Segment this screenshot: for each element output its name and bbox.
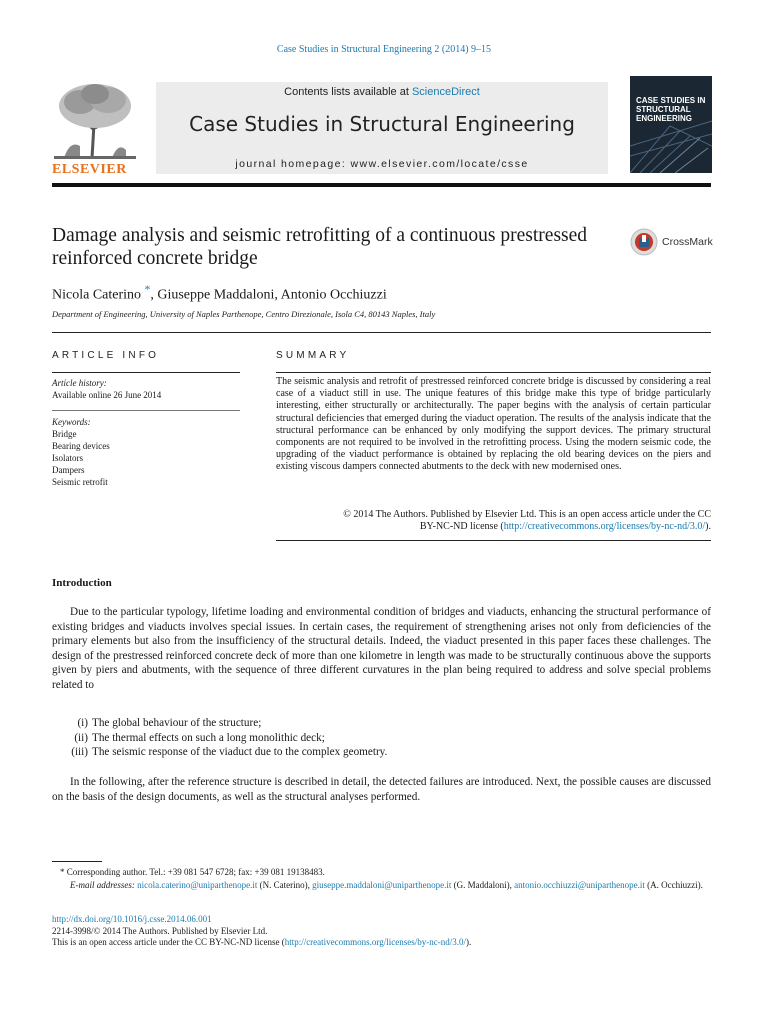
- elsevier-logo[interactable]: [50, 80, 140, 176]
- divider: [276, 372, 711, 373]
- corresponding-text: Corresponding author. Tel.: +39 081 547 6728; fax: +39 081 19138483.: [66, 867, 325, 877]
- article-history: [52, 377, 240, 401]
- intro-paragraph: Due to the particular typology, lifetime loading and environmental condition of bridges and viaducts, enhancing the structural performance of existing bridges and viaducts involves special issues. In certain cases, the requirement of strengthening arises not only from deficiencies of the primary elements but also from the insufficiency of the structural details. Indeed, the viaduct presented in this paper faces these challenges. The design of the prestressed reinforced concrete deck of more than one kilometre in length was made to be structurally continuous above the supports given by piers and abutments, with the sequence of three different curvatures in the plan being required to address and solve special problems related to: [52, 606, 711, 691]
- history-value: Available online 26 June 2014: [52, 390, 162, 400]
- history-label: Article history:: [52, 378, 107, 388]
- journal-banner: [156, 82, 608, 174]
- license-suffix: ).: [465, 937, 472, 947]
- copyright-line: [276, 521, 711, 533]
- journal-title: Case Studies in Structural Engineering: [189, 112, 575, 136]
- email-link[interactable]: antonio.occhiuzzi@uniparthenope.it: [514, 879, 645, 890]
- author-list: [52, 283, 387, 304]
- list-text: The seismic response of the viaduct due to the complex geometry.: [92, 746, 388, 759]
- intro-paragraph: In the following, after the reference structure is described in detail, the detected failures are introduced. Next, the possible causes are discussed on the basis of the design documents, as well as the structural analyses performed.: [52, 776, 711, 803]
- numbered-list: [52, 716, 711, 760]
- homepage-prefix: journal homepage:: [235, 158, 351, 170]
- list-text: The global behaviour of the structure;: [92, 717, 262, 729]
- email-link[interactable]: giuseppe.maddaloni@uniparthenope.it: [312, 879, 452, 890]
- list-item: [52, 745, 711, 760]
- corresponding-mark[interactable]: *: [144, 283, 151, 296]
- elsevier-wordmark: ELSEVIER: [52, 162, 127, 177]
- license-suffix: ).: [705, 521, 711, 533]
- license-link[interactable]: http://creativecommons.org/licenses/by-nc-nd/3.0/: [503, 521, 706, 533]
- issn-line: 2214-3998/© 2014 The Authors. Published by Elsevier Ltd.: [52, 925, 268, 936]
- divider: [52, 410, 240, 411]
- cover-title: CASE STUDIES IN STRUCTURAL ENGINEERING: [636, 96, 706, 123]
- journal-cover[interactable]: [630, 76, 712, 173]
- email-label: E-mail addresses:: [70, 879, 135, 890]
- license-link[interactable]: http://creativecommons.org/licenses/by-nc-nd/3.0/: [284, 937, 466, 947]
- license-line: [52, 937, 711, 949]
- list-number: (ii): [74, 731, 88, 744]
- divider: [52, 372, 240, 373]
- contents-prefix: Contents lists available at: [284, 86, 412, 98]
- header-rule: [52, 183, 711, 187]
- list-item: [52, 716, 711, 731]
- summary-text: The seismic analysis and retrofit of prestressed reinforced concrete bridge is discussed by considering a real case of a viaduct still in use. The unique features of this bridge make this type of bridge particularly interesting, either structurally or architecturally. The paper begins with the analysis of certain particular structural deficiencies that emerged during the viaduct operation. The results of the analysis indicate that the structural performance can be enhanced by only modifying the support devices. The primary structural components are not required to be involved in the retrofitting process. Using the modern seismic code, the upgrading of the viaduct performance is obtained by replacing the old bearing devices on the piers and existing viscous dampers connected abutments to the deck with new modernised ones.: [276, 376, 711, 473]
- license-prefix: This is an open access article under the CC BY-NC-ND license (: [52, 937, 285, 947]
- footnote-mark: *: [60, 867, 65, 877]
- footnote: [52, 866, 711, 891]
- summary-label: SUMMARY: [276, 350, 350, 361]
- email-link[interactable]: nicola.caterino@uniparthenope.it: [137, 879, 258, 890]
- author-name: , Giuseppe Maddaloni, Antonio Occhiuzzi: [150, 287, 387, 303]
- affiliation: Department of Engineering, University of Naples Parthenope, Centro Direzionale, Isola C4, 80143 Naples, Italy: [52, 309, 436, 319]
- keyword: Dampers: [52, 465, 85, 475]
- crossmark-label: CrossMark: [662, 236, 713, 248]
- keywords: [52, 416, 240, 488]
- license-prefix: BY-NC-ND license (: [419, 521, 504, 533]
- divider: [276, 540, 711, 541]
- cover-grid-image: [630, 76, 712, 173]
- doi-link[interactable]: http://dx.doi.org/10.1016/j.csse.2014.06.001: [52, 914, 212, 924]
- email-owner: (N. Caterino),: [257, 879, 313, 890]
- article-title: Damage analysis and seismic retrofitting of a continuous prestressed reinforced concrete bridge: [52, 225, 588, 269]
- journal-header: [50, 76, 712, 186]
- keyword: Isolators: [52, 453, 83, 463]
- journal-reference[interactable]: Case Studies in Structural Engineering 2 (2014) 9–15: [276, 44, 492, 55]
- crossmark-icon: [630, 228, 658, 256]
- article-info-label: ARTICLE INFO: [52, 350, 160, 361]
- footnote-rule: [52, 861, 102, 862]
- journal-homepage: [156, 158, 608, 170]
- list-item: [52, 731, 711, 746]
- copyright-notice: [276, 509, 711, 533]
- keywords-label: Keywords:: [52, 417, 91, 427]
- crossmark-badge[interactable]: [630, 228, 712, 256]
- sciencedirect-link[interactable]: ScienceDirect: [411, 86, 480, 98]
- corresponding-note: [52, 866, 711, 879]
- homepage-url[interactable]: www.elsevier.com/locate/csse: [350, 158, 529, 170]
- keyword: Bearing devices: [52, 441, 110, 451]
- email-owner: (A. Occhiuzzi).: [644, 879, 703, 890]
- copyright-line: © 2014 The Authors. Published by Elsevier Ltd. This is an open access article under the CC: [343, 509, 711, 520]
- elsevier-tree-icon: [50, 80, 140, 160]
- divider: [52, 332, 711, 333]
- email-owner: (G. Maddaloni),: [451, 879, 515, 890]
- list-text: The thermal effects on such a long monolithic deck;: [92, 731, 325, 744]
- keyword: Bridge: [52, 429, 77, 439]
- section-heading: Introduction: [52, 577, 112, 589]
- email-note: [52, 879, 711, 892]
- list-number: (i): [77, 717, 88, 729]
- keyword: Seismic retrofit: [52, 477, 108, 487]
- article-identifiers: [52, 914, 711, 949]
- author-name: Nicola Caterino: [52, 287, 142, 303]
- list-number: (iii): [71, 746, 88, 759]
- contents-line: [156, 86, 608, 98]
